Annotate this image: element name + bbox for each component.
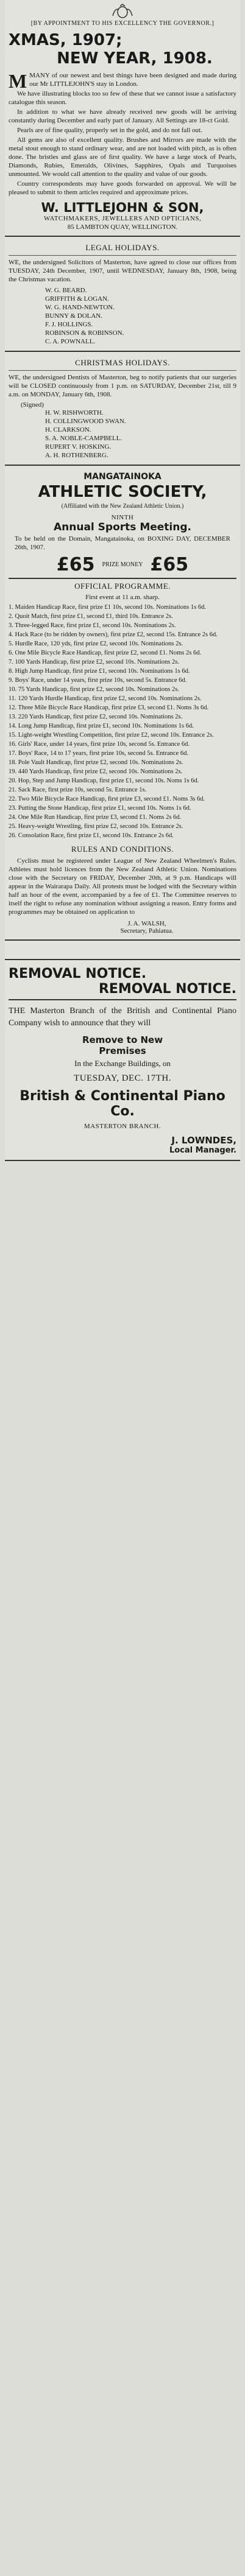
firm-name: W. LITTLEJOHN & SON, [41, 200, 204, 215]
event-item: 25. Heavy-weight Wrestling, first prize £2, second 10s. Entrance 2s. [9, 823, 183, 830]
royal-crest-icon [110, 4, 135, 19]
solicitor-name: C. A. POWNALL. [45, 338, 96, 345]
para-pearls: Pearls are of fine quality, properly set in the gold, and do not fall out. [17, 127, 202, 134]
event-item: 12. Three Mile Bicycle Race Handicap, first prize £3, second £1. Noms 3s 6d. [9, 704, 209, 711]
event-item: 5. Hurdle Race, 120 yds, first prize £2, second 10s. Nominations 2s. [9, 640, 183, 647]
para-new-goods: In addition to what we have already received new goods will be arriving constantly during December and early part of January. All Settings are 18-ct Gold. [9, 108, 236, 124]
solicitor-name: ROBINSON & ROBINSON. [45, 329, 124, 337]
removal-heading-1: REMOVAL NOTICE. [9, 966, 147, 981]
event-item: 1. Maiden Handicap Race, first prize £1 10s, second 10s. Nominations 1s 6d. [9, 604, 206, 611]
dentist-name: RUPERT V. HOSKING. [45, 443, 112, 451]
secretary-name: J. A. WALSH, [127, 920, 166, 927]
event-item: 6. One Mile Bicycle Race Handicap, first prize £2, second £1. Noms 2s 6d. [9, 650, 202, 656]
sports-society-name: ATHLETIC SOCIETY, [38, 483, 207, 501]
sports-meeting-title: Annual Sports Meeting. [54, 521, 191, 533]
column-gap [5, 941, 240, 959]
newspaper-column [5, 0, 240, 1161]
removal-text: THE Masterton Branch of the British and Continental Piano Company wish to announce that they will [9, 1006, 236, 1028]
solicitor-name: BUNNY & DOLAN. [45, 312, 103, 320]
dentist-name: H. W. RISHWORTH. [45, 409, 104, 416]
sports-venue: To be held on the Domain, Mangatainoka, on BOXING DAY, DECEMBER 26th, 1907. [15, 535, 230, 551]
programme-start: First event at 11 a.m. sharp. [85, 594, 160, 601]
prize-amount-right: £65 [150, 554, 189, 575]
solicitor-name: F. J. HOLLINGS. [45, 321, 93, 328]
removal-branch: MASTERTON BRANCH. [83, 1123, 162, 1130]
removal-line-2: Premises [99, 1045, 146, 1056]
solicitor-name: GRIFFITH & LOGAN. [45, 295, 109, 303]
solicitor-name: W. G. BEARD. [45, 287, 87, 294]
legal-holidays-notice [5, 237, 240, 352]
dentist-name: S. A. NOBLE-CAMPBELL. [45, 435, 122, 442]
event-item: 19. 440 Yards Handicap, first prize £2, second 10s. Nominations 2s. [9, 768, 183, 775]
athletic-sports-advertisement [5, 466, 240, 941]
removal-notice-advertisement [5, 959, 240, 1161]
sports-affiliation: (Affiliated with the New Zealand Athletic Union.) [61, 503, 184, 510]
signed-label: (Signed) [21, 401, 44, 409]
event-item: 24. One Mile Run Handicap, first prize £3, second £1. Noms 2s 6d. [9, 814, 182, 821]
removal-line-1: Remove to New [82, 1034, 163, 1045]
event-list [9, 603, 236, 840]
para-country: Country correspondents may have goods forwarded on approval. We will be pleased to submit to them articles required and approximate prices. [9, 180, 236, 196]
prize-money-banner [9, 554, 236, 575]
event-item: 11. 120 Yards Hurdle Handicap, first prize £2, second 10s. Nominations 2s. [9, 695, 202, 702]
firm-address: 85 LAMBTON QUAY, WELLINGTON. [67, 223, 178, 231]
event-item: 16. Girls' Race, under 14 years, first prize 10s, second 5s. Entrance 6d. [9, 741, 190, 748]
prize-amount-left: £65 [56, 554, 95, 575]
event-item: 7. 100 Yards Handicap, first prize £2, second 10s. Nominations 2s. [9, 659, 179, 665]
secretary-title: Secretary, Pahiatua. [120, 927, 174, 935]
sports-ninth: NINTH [111, 514, 134, 521]
event-item: 15. Light-weight Wrestling Competition, first prize £2, second 10s. Entrance 2s. [9, 732, 214, 739]
firm-trades: WATCHMAKERS, JEWELLERS AND OPTICIANS, [43, 215, 202, 222]
removal-line-3: In the Exchange Buildings, on [74, 1059, 171, 1068]
event-item: 18. Pole Vault Handicap, first prize £2, second 10s. Nominations 2s. [9, 759, 183, 766]
event-item: 9. Boys' Race, under 14 years, first prize 10s, second 5s. Entrance 6d. [9, 677, 187, 684]
christmas-holidays-notice [5, 352, 240, 466]
dentists-names [45, 409, 236, 460]
dentist-name: H. COLLINGWOOD SWAN. [45, 418, 126, 425]
legal-text: WE, the undersigned Solicitors of Masterton, have agreed to close our offices from TUESDAY, 24th December, 1907, until WEDNESDAY, January 8th, 1908, being the Christmas vacation. [9, 259, 236, 283]
para-gems: All gems are also of excellent quality. Brushes and Mirrors are made with the metal stout enough to stand ordinary wear, and are not loaded with pitch, as is often done. The bristles and glass are of first quality. We have a large stock of Pearls, Diamonds, Rubies, Emeralds, Olivines, Sapphires, Opals and Turquoises unmounted. We would call attention to the quality and value of our goods. [9, 136, 236, 178]
rules-title: RULES AND CONDITIONS. [71, 844, 174, 854]
dentists-title: CHRISTMAS HOLIDAYS. [75, 358, 170, 367]
solicitor-name: W. G. HAND-NEWTON. [45, 304, 115, 311]
divider [9, 999, 236, 1000]
sports-place: MANGATAINOKA [83, 472, 162, 482]
event-item: 20. Hop, Step and Jump Handicap, first prize £1, second 10s. Noms 1s 6d. [9, 777, 199, 784]
divider [9, 370, 236, 371]
event-item: 14. Long Jump Handicap, first prize £1, second 10s. Nominations 1s 6d. [9, 723, 194, 729]
divider [9, 578, 236, 579]
rules-text: Cyclists must be registered under League of New Zealand Wheelmen's Rules. Athletes must hold licences from the New Zealand Athletic Union. Nominations close with the Secretary on FRIDAY, December 20th, at 9 p.m. Handicaps will appear in the Wairarapa Daily. All protests must be lodged with the Secretary within half an hour of the event, accompanied by a fee of £1. The Committee reserves to itself the right to refuse any nomination without assigning a reason. Entry forms and programmes may be obtained on application to [9, 857, 236, 916]
dentists-text: WE, the undersigned Dentists of Masterton, beg to notify patients that our surgeries will be CLOSED continuously from 1 p.m. on SATURDAY, December 21st, till 9 a.m. on MONDAY, January 6th, 1908. [9, 374, 236, 398]
event-item: 8. High Jump Handicap, first prize £1, second 10s. Nominations 1s 6d. [9, 668, 190, 675]
event-item: 3. Three-legged Race, first prize £1, second 10s. Nominations 2s. [9, 622, 176, 629]
legal-names [45, 286, 236, 346]
para-catalogue: We have illustrating blocks too so few of these that we cannot issue a satisfactory catalogue this season. [9, 90, 236, 106]
headline-new-year: NEW YEAR, 1908. [57, 49, 213, 68]
dentist-name: A. H. ROTHENBERG. [45, 452, 108, 459]
event-item: 22. Two Mile Bicycle Race Handicap, first prize £3, second £1. Noms 3s 6d. [9, 796, 205, 802]
event-item: 13. 220 Yards Handicap, first prize £2, second 10s. Nominations 2s. [9, 714, 183, 720]
removal-heading-2: REMOVAL NOTICE. [98, 981, 236, 997]
event-item: 4. Hack Race (to be ridden by owners), first prize £2, second 15s. Entrance 2s 6d. [9, 631, 218, 638]
removal-manager-title: Local Manager. [169, 1146, 236, 1155]
event-item: 10. 75 Yards Handicap, first prize £2, second 10s. Nominations 2s. [9, 686, 179, 693]
removal-date: TUESDAY, DEC. 17TH. [74, 1073, 171, 1083]
littlejohn-advertisement [5, 0, 240, 237]
dropcap-letter: M [9, 70, 27, 92]
event-item: 23. Putting the Stone Handicap, first prize £1, second 10s. Noms 1s 6d. [9, 805, 191, 812]
event-item: 2. Quoit Match, first prize £1, second £1, third 10s. Entrance 2s. [9, 613, 173, 620]
event-item: 21. Sack Race, first prize 10s, second 5s. Entrance 1s. [9, 787, 147, 793]
removal-company: British & Continental Piano Co. [20, 1089, 225, 1119]
headline-xmas: XMAS, 1907; [9, 31, 122, 49]
event-item: 17. Boys' Race, 14 to 17 years, first prize 10s, second 5s. Entrance 6d. [9, 750, 188, 757]
para-intro: MMANY of our newest and best things have been designed and made during our Mr LITTLEJOHN'S stay in London. [9, 70, 236, 92]
prize-label: PRIZE MONEY [102, 561, 143, 568]
removal-manager: J. LOWNDES, [171, 1135, 236, 1146]
divider [9, 255, 236, 256]
event-item: 26. Consolation Race, first prize £1, second 10s. Entrance 2s 6d. [9, 832, 174, 839]
legal-title: LEGAL HOLIDAYS. [85, 243, 160, 252]
dentist-name: H. CLARKSON. [45, 426, 91, 433]
programme-title: OFFICIAL PROGRAMME. [74, 581, 171, 591]
appointment-line: [BY APPOINTMENT TO HIS EXCELLENCY THE GOVERNOR.] [30, 20, 215, 27]
